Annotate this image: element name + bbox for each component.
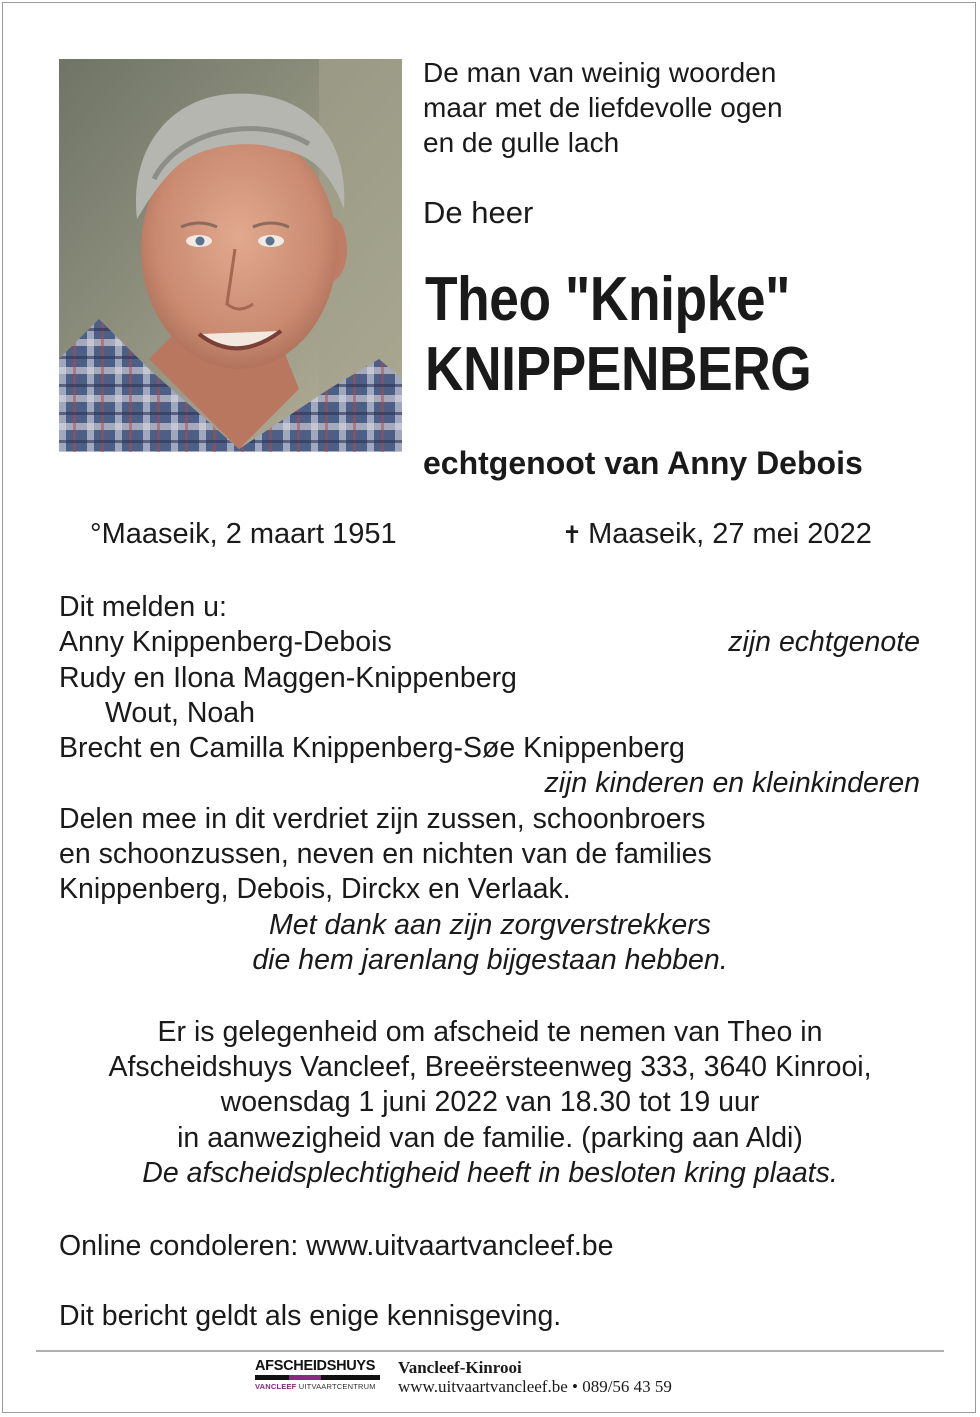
birth-info: °Maaseik, 2 maart 1951 bbox=[90, 518, 397, 550]
family-line: Delen mee in dit verdriet zijn zussen, schoonbroers bbox=[59, 803, 706, 835]
poem-line: De man van weinig woorden bbox=[423, 57, 777, 88]
portrait-photo bbox=[59, 59, 402, 452]
announcer-spouse: Anny Knippenberg-Debois bbox=[59, 626, 392, 658]
deceased-name bbox=[425, 265, 811, 405]
announcer-grandchildren: Wout, Noah bbox=[105, 697, 255, 729]
thanks-paragraph bbox=[0, 908, 980, 978]
deceased-last-name: KNIPPENBERG bbox=[425, 335, 812, 404]
footer-divider bbox=[36, 1350, 944, 1352]
announcer-child: Brecht en Camilla Knippenberg-Søe Knippenberg bbox=[59, 732, 685, 764]
funeral-home-logo bbox=[255, 1358, 380, 1396]
portrait-image bbox=[59, 59, 402, 452]
notice-text: Dit bericht geldt als enige kennisgeving. bbox=[59, 1300, 562, 1332]
logo-bar bbox=[255, 1375, 380, 1380]
farewell-paragraph bbox=[0, 1015, 980, 1191]
poem-line: maar met de liefdevolle ogen bbox=[423, 92, 783, 123]
ceremony-line: De afscheidsplechtigheid heeft in besloten kring plaats. bbox=[142, 1156, 838, 1189]
family-line: Knippenberg, Debois, Dirckx en Verlaak. bbox=[59, 873, 571, 906]
death-info bbox=[562, 518, 872, 551]
family-line: en schoonzussen, neven en nichten van de families bbox=[59, 838, 712, 871]
farewell-line: woensdag 1 juni 2022 van 18.30 tot 19 uur bbox=[220, 1086, 760, 1119]
announcer-children-role: zijn kinderen en kleinkinderen bbox=[544, 767, 920, 799]
farewell-line: in aanwezigheid van de familie. (parking aan Aldi) bbox=[177, 1121, 803, 1154]
funeral-company: Vancleef-Kinrooi bbox=[398, 1358, 522, 1377]
logo-title: AFSCHEIDSHUYS bbox=[255, 1358, 376, 1374]
announcer-child: Rudy en Ilona Maggen-Knippenberg bbox=[59, 662, 517, 694]
deceased-first-name: Theo "Knipke" bbox=[425, 265, 790, 334]
condolence-link[interactable]: Online condoleren: www.uitvaartvancleef.be bbox=[59, 1230, 614, 1262]
farewell-line: Er is gelegenheid om afscheid te nemen van Theo in bbox=[157, 1016, 823, 1048]
announcers-intro: Dit melden u: bbox=[59, 591, 227, 623]
memorial-poem bbox=[423, 55, 783, 160]
spouse-line: echtgenoot van Anny Debois bbox=[423, 445, 863, 481]
funeral-contact[interactable]: www.uitvaartvancleef.be • 089/56 43 59 bbox=[398, 1377, 672, 1396]
thanks-line: Met dank aan zijn zorgverstrekkers bbox=[269, 909, 711, 941]
logo-subtitle: VANCLEEF UITVAARTCENTRUM bbox=[255, 1382, 376, 1391]
announcer-spouse-role: zijn echtgenote bbox=[728, 626, 920, 658]
thanks-line: die hem jarenlang bijgestaan hebben. bbox=[252, 944, 728, 977]
family-paragraph bbox=[59, 802, 712, 908]
farewell-line: Afscheidshuys Vancleef, Breeërsteenweg 333, 3640 Kinrooi, bbox=[108, 1051, 872, 1084]
death-text: Maaseik, 27 mei 2022 bbox=[588, 518, 872, 550]
title-prefix: De heer bbox=[423, 195, 534, 230]
poem-line: en de gulle lach bbox=[423, 127, 620, 158]
cross-icon: ✝ bbox=[562, 522, 583, 549]
